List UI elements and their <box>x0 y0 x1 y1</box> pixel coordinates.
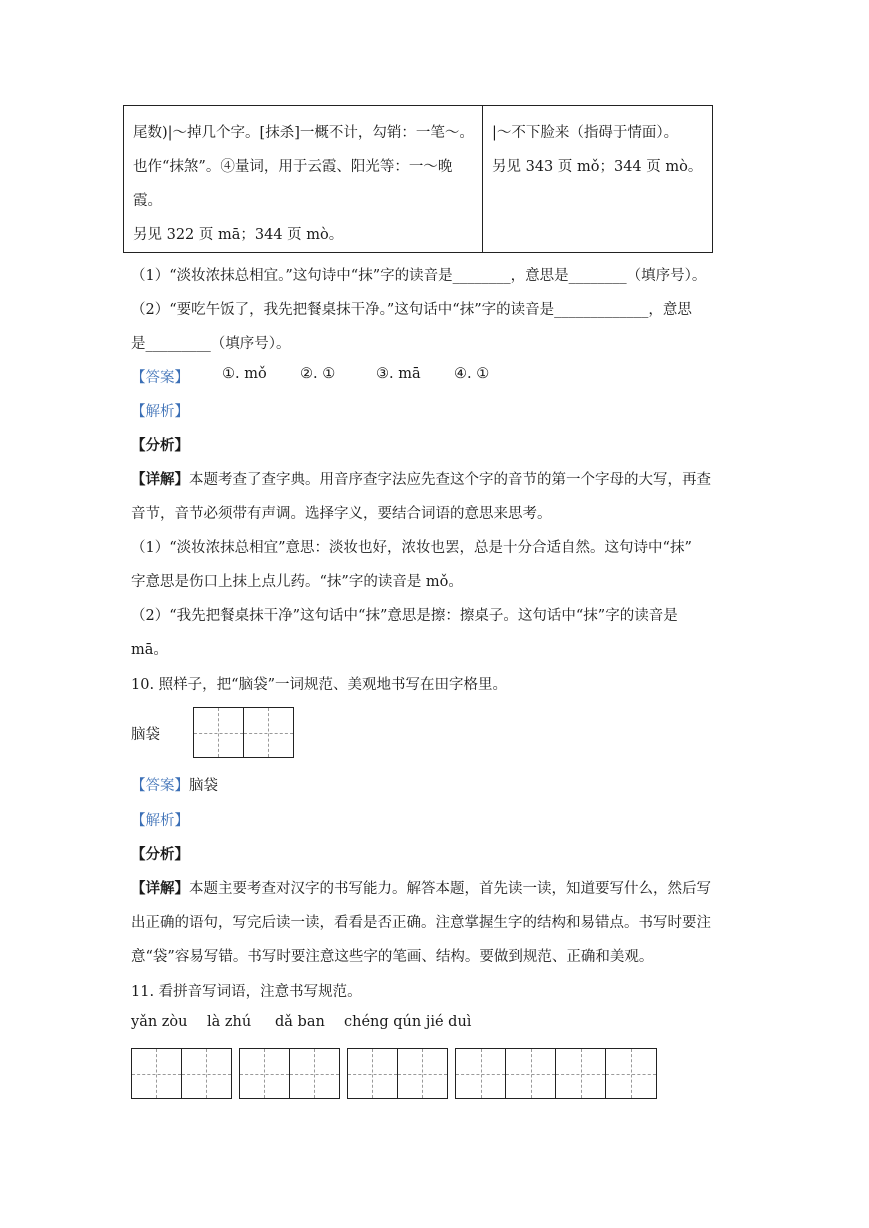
q11-title: 11. 看拼音写词语，注意书写规范。 <box>131 984 362 1000</box>
q10-fenxi-label: 【分析】 <box>131 846 189 863</box>
q9-expl1-line1: （1）“淡妆浓抹总相宜”意思：淡妆也好，浓妆也罢，总是十分合适自然。这句诗中“抹” <box>131 540 692 556</box>
tianzige-grid <box>455 1048 657 1099</box>
tianzige-cell <box>290 1049 340 1098</box>
q10-answer-label: 【答案】 <box>131 778 189 794</box>
q10-answer-text: 脑袋 <box>189 778 218 794</box>
q9-answer-item: ④. ① <box>454 366 490 382</box>
q9-detail-line2: 音节，音节必须带有声调。选择字义，要结合词语的意思来思考。 <box>131 506 552 522</box>
q10-word: 脑袋 <box>131 727 160 743</box>
q9-answer-item: ①. mǒ <box>222 366 267 382</box>
tianzige-grid <box>239 1048 340 1099</box>
q9-answer-item: ③. mā <box>376 366 421 382</box>
dict-left-line: 尾数)|～掉几个字。[抹杀]一概不计，勾销：一笔～。 <box>133 125 474 141</box>
tianzige-cell <box>132 1049 182 1098</box>
tianzige-grid <box>193 707 294 758</box>
q10-answer-line <box>131 774 218 795</box>
tianzige-cell <box>606 1049 656 1098</box>
q10-detail-line2: 出正确的语句，写完后读一读，看看是否正确。注意掌握生字的结构和易错点。书写时要注 <box>131 915 711 931</box>
q10-detail-label: 【详解】 <box>131 880 189 897</box>
q10-detail-line3: 意“袋”容易写错。书写时要注意这些字的笔画、结构。要做到规范、正确和美观。 <box>131 949 654 965</box>
q11-pinyin: yǎn zòu <box>131 1014 188 1030</box>
table-divider <box>482 106 483 252</box>
dict-left-line: 霞。 <box>133 193 162 209</box>
q11-pinyin: dǎ ban <box>275 1014 325 1030</box>
dict-right-line: 另见 343 页 mǒ；344 页 mò。 <box>492 159 703 175</box>
tianzige-cell <box>244 708 294 757</box>
q9-sub2-line1: （2）“要吃午饭了，我先把餐桌抹干净。”这句话中“抹”字的读音是_____________，意思 <box>131 302 692 318</box>
q9-detail-text: 本题考查了查字典。用音序查字法应先查这个字的音节的第一个字母的大写，再查 <box>189 472 711 488</box>
q9-expl2-line1: （2）“我先把餐桌抹干净”这句话中“抹”意思是擦：擦桌子。这句话中“抹”字的读音是 <box>131 608 678 624</box>
q10-detail-text: 本题主要考查对汉字的书写能力。解答本题，首先读一读，知道要写什么，然后写 <box>189 881 711 897</box>
q9-detail-label: 【详解】 <box>131 471 189 488</box>
tianzige-cell <box>348 1049 398 1098</box>
q9-answer-item: ②. ① <box>300 366 336 382</box>
tianzige-grid <box>131 1048 232 1099</box>
tianzige-cell <box>506 1049 556 1098</box>
tianzige-cell <box>240 1049 290 1098</box>
q9-expl1-line2: 字意思是伤口上抹上点儿药。“抹”字的读音是 mǒ。 <box>131 574 463 590</box>
q9-answer-label: 【答案】 <box>131 370 189 386</box>
q10-detail-line1 <box>131 877 711 898</box>
dictionary-entry-table <box>123 105 713 253</box>
tianzige-cell <box>398 1049 448 1098</box>
q9-detail-line1 <box>131 468 711 489</box>
q11-pinyin: là zhú <box>207 1014 252 1030</box>
tianzige-grid <box>347 1048 448 1099</box>
tianzige-cell <box>556 1049 606 1098</box>
q9-sub1: （1）“淡妆浓抹总相宜。”这句诗中“抹”字的读音是________，意思是________（填序号）。 <box>131 268 707 284</box>
tianzige-cell <box>182 1049 232 1098</box>
dict-right-line: |～不下脸来（指碍于情面）。 <box>492 125 679 141</box>
dict-left-line: 也作“抹煞”。④量词，用于云霞、阳光等：一～晚 <box>133 159 453 175</box>
q9-sub2-line2: 是_________（填序号）。 <box>131 336 291 352</box>
q9-fenxi-label: 【分析】 <box>131 437 189 454</box>
q11-pinyin: chéng qún jié duì <box>344 1014 472 1030</box>
q10-analysis-label: 【解析】 <box>131 813 189 829</box>
q9-analysis-label: 【解析】 <box>131 404 189 420</box>
q10-title: 10. 照样子，把“脑袋”一词规范、美观地书写在田字格里。 <box>131 677 507 693</box>
tianzige-cell <box>194 708 244 757</box>
q9-expl2-line2: mā。 <box>131 642 168 658</box>
tianzige-cell <box>456 1049 506 1098</box>
dict-left-line: 另见 322 页 mā；344 页 mò。 <box>133 227 344 243</box>
